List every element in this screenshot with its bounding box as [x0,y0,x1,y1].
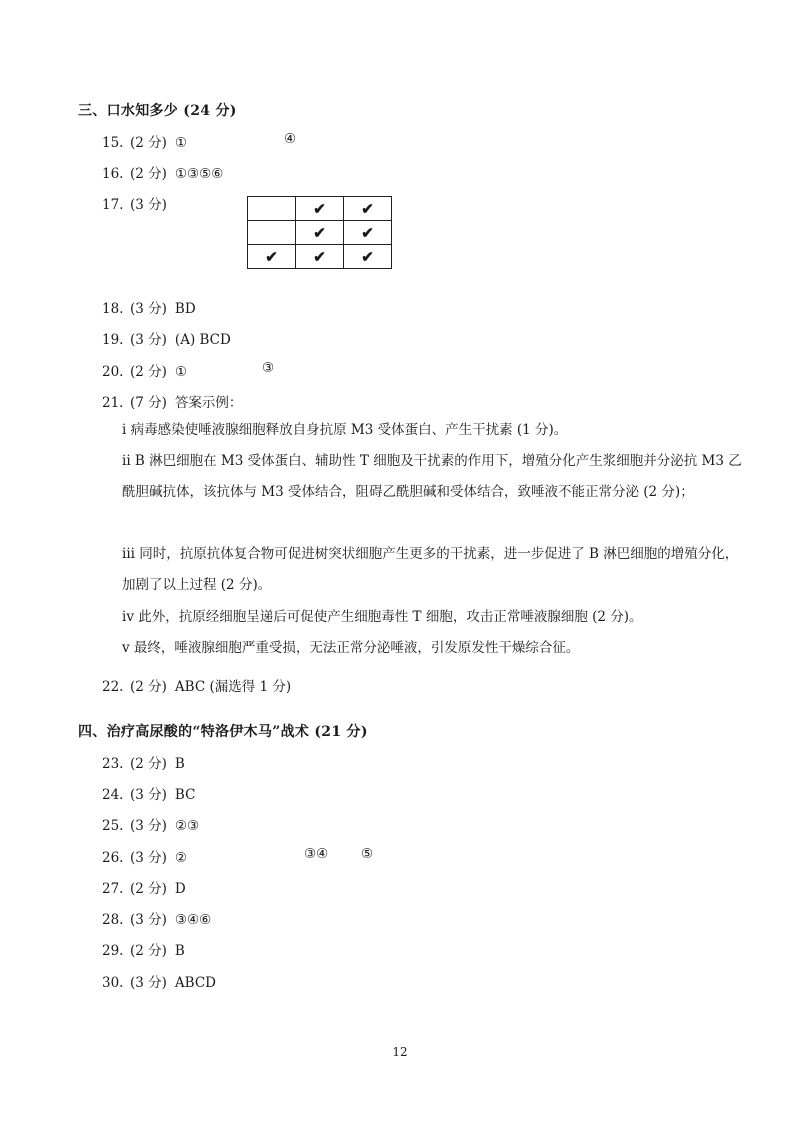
question-24 [102,783,195,803]
answer: ① [174,135,188,151]
question-27 [102,877,186,897]
table-cell: ✔ [296,197,344,221]
answer: ③④ [304,846,329,862]
answer: ③ [262,360,275,376]
question-points: (7 分) [130,395,167,411]
answer: ②③ [174,818,200,834]
question-number: 24. [102,787,124,803]
answer: ⑤ [361,846,374,862]
question-points: (3 分) [130,818,167,834]
question-number: 16. [102,166,124,182]
answer: B [174,943,185,959]
table-cell: ✔ [344,245,392,269]
question-29 [102,939,185,959]
question-number: 15. [102,135,124,151]
question-points: (2 分) [130,166,167,182]
question-16 [102,162,223,182]
table-row [248,221,392,245]
answer: ② [174,850,188,866]
answer: B [174,756,185,772]
question-22 [102,675,291,695]
question-number: 20. [102,364,124,380]
question-26 [102,846,187,866]
answer: BD [174,301,196,317]
answer: ① [174,364,188,380]
question-points: (3 分) [130,912,167,928]
question-points: (3 分) [130,301,167,317]
question-15 [102,131,187,151]
table-cell: ✔ [344,197,392,221]
question-number: 25. [102,818,124,834]
answer-point-v: v 最终，唾液腺细胞严重受损，无法正常分泌唾液，引发原发性干燥综合征。 [122,640,580,656]
question-points: (2 分) [130,943,167,959]
question-points: (3 分) [130,787,167,803]
table-cell: ✔ [296,245,344,269]
section-4-heading: 四、治疗高尿酸的“特洛伊木马”战术 (21 分) [78,724,368,740]
answer: ABC (漏选得 1 分) [174,679,292,695]
answer-point-i: i 病毒感染使唾液腺细胞释放自身抗原 M3 受体蛋白、产生干扰素 (1 分)。 [122,422,568,438]
answer-table [247,196,392,269]
question-number: 22. [102,679,124,695]
question-points: (2 分) [130,756,167,772]
question-20 [102,360,187,380]
question-number: 30. [102,975,124,991]
table-cell: ✔ [248,245,296,269]
table-cell: ✔ [296,221,344,245]
answer: ①③⑤⑥ [174,166,224,182]
question-28 [102,908,211,928]
table-row [248,197,392,221]
table-cell [248,197,296,221]
question-30 [102,971,216,991]
answer-point-ii: ii B 淋巴细胞在 M3 受体蛋白、辅助性 T 细胞及干扰素的作用下，增殖分化产生浆细胞并分泌抗 M3 乙酰胆碱抗体，该抗体与 M3 受体结合，阻碍乙酰胆碱和受体结合，致唾液不能正常分泌 (2 分)； [122,453,742,500]
question-number: 19. [102,332,124,348]
table-cell: ✔ [344,221,392,245]
question-25 [102,814,199,834]
question-points: (2 分) [130,135,167,151]
answer: ③④⑥ [174,912,212,928]
question-number: 27. [102,881,124,897]
question-points: (3 分) [130,197,167,213]
question-23 [102,752,185,772]
question-17 [102,193,175,213]
section-3-heading: 三、口水知多少 (24 分) [78,103,237,119]
question-number: 23. [102,756,124,772]
question-points: (2 分) [130,364,167,380]
question-points: (2 分) [130,679,167,695]
question-number: 26. [102,850,124,866]
table-row [248,245,392,269]
answer: ④ [284,131,297,147]
question-points: (3 分) [130,850,167,866]
question-points: (2 分) [130,881,167,897]
answer-intro: 答案示例： [174,395,243,411]
answer-point-iii: iii 同时，抗原抗体复合物可促进树突状细胞产生更多的干扰素，进一步促进了 B 淋巴细胞的增殖分化，加剧了以上过程 (2 分)。 [122,546,739,593]
answer: BC [174,787,196,803]
question-points: (3 分) [130,332,167,348]
question-18 [102,297,196,317]
question-19 [102,328,231,348]
answer: ABCD [174,975,216,991]
answer-point-iv: iv 此外，抗原经细胞呈递后可促使产生细胞毒性 T 细胞，攻击正常唾液腺细胞 (2 分)。 [122,609,643,625]
question-number: 18. [102,301,124,317]
answer: D [174,881,186,897]
question-21 [102,391,242,411]
question-number: 17. [102,197,124,213]
question-number: 21. [102,395,124,411]
question-points: (3 分) [130,975,167,991]
answer: (A) BCD [174,332,231,348]
question-number: 28. [102,912,124,928]
page-number: 12 [392,1045,408,1059]
table-cell [248,221,296,245]
question-number: 29. [102,943,124,959]
